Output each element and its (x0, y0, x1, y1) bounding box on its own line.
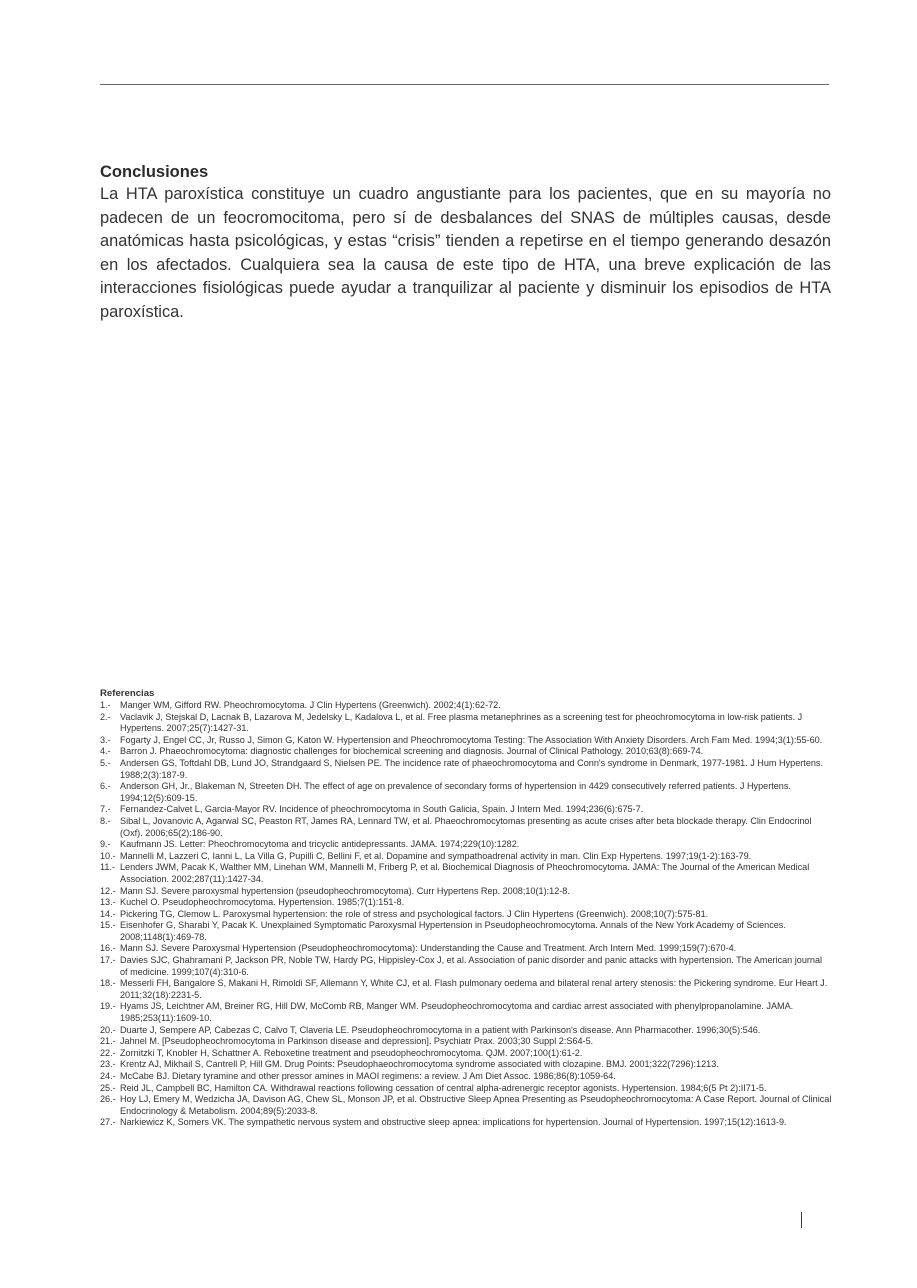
conclusions-heading: Conclusiones (100, 163, 209, 181)
reference-item (100, 735, 832, 747)
reference-item (100, 839, 832, 851)
reference-text: Fogarty J, Engel CC, Jr, Russo J, Simon G, Katon W. Hypertension and Pheochromocytoma Testing: The Association With Anxiety Disorders. Arch Fam Med. 1994;3(1):55-60. (120, 734, 823, 745)
reference-item (100, 1071, 832, 1083)
reference-item (100, 862, 832, 885)
reference-number: 26.- (100, 1094, 116, 1105)
reference-text: Manger WM, Gifford RW. Pheochromocytoma. J Clin Hypertens (Greenwich). 2002;4(1):62-72. (120, 700, 501, 710)
reference-item (100, 1059, 832, 1071)
reference-item (100, 781, 832, 804)
reference-item (100, 1094, 832, 1117)
reference-item (100, 804, 832, 816)
reference-number: 20.- (100, 1024, 116, 1035)
reference-item (100, 886, 832, 898)
reference-number: 3.- (100, 734, 111, 745)
reference-number: 13.- (100, 897, 116, 908)
reference-text: Zornitzki T, Knobler H, Schattner A. Reboxetine treatment and pseudopheochromocytoma. QJM. 2007;100(1):61-2. (120, 1047, 583, 1058)
conclusions-paragraph: La HTA paroxística constituye un cuadro angustiante para los pacientes, que en su mayoría no padecen de un feocromocitoma, pero sí de desbalances del SNAS de múltiples causas, desde anatómicas hasta psicológicas, y estas “crisis” tienden a repetirse en el tiempo generando desazón en los afectados. Cualquiera sea la causa de este tipo de HTA, una breve explicación de las interacciones fisiológicas puede ayudar a tranquilizar al paciente y disminuir los episodios de HTA paroxística. (100, 185, 831, 321)
reference-item (100, 943, 832, 955)
reference-text: Barron J. Phaeochromocytoma: diagnostic challenges for biochemical screening and diagnosis. Journal of Clinical Pathology. 2010;63(8):669-74. (120, 746, 704, 757)
reference-number: 4.- (100, 746, 111, 757)
page-number-divider (801, 1212, 802, 1228)
reference-text: Lenders JWM, Pacak K, Walther MM, Linehan WM, Mannelli M, Friberg P, et al. Biochemical Diagnosis of Pheochromocytoma. JAMA: The Journal of the American Medical Association. 2002;287(11):1427-34. (120, 862, 810, 884)
reference-number: 17.- (100, 955, 116, 966)
reference-number: 10.- (100, 850, 116, 861)
reference-number: 7.- (100, 804, 111, 815)
reference-item (100, 851, 832, 863)
reference-item (100, 712, 832, 735)
reference-item (100, 1025, 832, 1037)
reference-text: Duarte J, Sempere AP, Cabezas C, Calvo T, Claveria LE. Pseudopheochromocytoma in a patient with Parkinson's disease. Ann Pharmacother. 1996;30(5):546. (120, 1024, 761, 1035)
reference-text: Messerli FH, Bangalore S, Makani H, Rimoldi SF, Allemann Y, White CJ, et al. Flash pulmonary oedema and bilateral renal artery stenosis: the Pickering syndrome. Eur Heart J. 2011;32(18):2231-5. (120, 978, 828, 1000)
reference-number: 9.- (100, 839, 111, 850)
reference-number: 23.- (100, 1059, 116, 1070)
reference-text: Mann SJ. Severe Paroxysmal Hypertension (Pseudopheochromocytoma): Understanding the Cause and Treatment. Arch Intern Med. 1999;159(7):670-4. (120, 943, 737, 954)
references-list (100, 700, 832, 1129)
reference-item (100, 1083, 832, 1095)
reference-number: 1.- (100, 700, 111, 710)
reference-text: Andersen GS, Toftdahl DB, Lund JO, Strandgaard S, Nielsen PE. The incidence rate of phaeochromocytoma and Conn's syndrome in Denmark, 1977-1981. J Hum Hypertens. 1988;2(3):187-9. (120, 757, 824, 780)
reference-item (100, 700, 832, 712)
reference-text: Mann SJ. Severe paroxysmal hypertension (pseudopheochromocytoma). Curr Hypertens Rep. 2008;10(1):12-8. (120, 885, 570, 896)
reference-number: 12.- (100, 885, 116, 896)
reference-text: Hoy LJ, Emery M, Wedzicha JA, Davison AG, Chew SL, Monson JP, et al. Obstructive Sleep Apnea Presenting as Pseudopheochromocytoma: A Case Report. Journal of Clinical Endocrinology & Metabolism. 2004;89(5):2033-8. (120, 1094, 832, 1116)
reference-number: 11.- (100, 862, 115, 873)
reference-text: McCabe BJ. Dietary tyramine and other pressor amines in MAOI regimens: a review. J Am Diet Assoc. 1986;86(8):1059-64. (120, 1071, 616, 1081)
reference-number: 5.- (100, 757, 111, 768)
reference-text: Fernandez-Calvet L, Garcia-Mayor RV. Incidence of pheochromocytoma in South Galicia, Spain. J Intern Med. 1994;236(6):675-7. (120, 804, 644, 815)
reference-item (100, 897, 832, 909)
reference-item (100, 758, 832, 781)
reference-text: Krentz AJ, Mikhail S, Cantrell P, Hill GM. Drug Points: Pseudophaeochromocytoma syndrome associated with clozapine. BMJ. 2001;322(7296):1213. (120, 1059, 719, 1070)
reference-item (100, 978, 832, 1001)
reference-number: 24.- (100, 1071, 116, 1081)
conclusions-section (100, 161, 831, 325)
reference-number: 19.- (100, 1001, 116, 1012)
reference-item (100, 909, 832, 921)
reference-text: Davies SJC, Ghahramani P, Jackson PR, Noble TW, Hardy PG, Hippisley-Cox J, et al. Association of panic disorder and panic attacks with hypertension. The American journal of medicine. 1999;107(4):310-6. (120, 955, 823, 977)
reference-number: 27.- (100, 1117, 116, 1128)
reference-text: Kaufmann JS. Letter: Pheochromocytoma and tricyclic antidepressants. JAMA. 1974;229(10):1282. (120, 839, 520, 850)
reference-number: 22.- (100, 1047, 116, 1058)
reference-number: 15.- (100, 920, 116, 931)
reference-item (100, 1048, 832, 1060)
reference-text: Vaclavik J, Stejskal D, Lacnak B, Lazarova M, Jedelsky L, Kadalova L, et al. Free plasma metanephrines as a screening test for pheochromocytoma in low-risk patients. J Hypertens. 2007;25(7):1427-31. (120, 711, 803, 734)
reference-item (100, 920, 832, 943)
reference-item (100, 1036, 832, 1048)
reference-text: Pickering TG, Clemow L. Paroxysmal hypertension: the role of stress and psychological factors. J Clin Hypertens (Greenwich). 2008;10(7):575-81. (120, 908, 709, 919)
reference-text: Sibal L, Jovanovic A, Agarwal SC, Peaston RT, James RA, Lennard TW, et al. Phaeochromocytomas presenting as acute crises after beta blockade therapy. Clin Endocrinol (Oxf). 2006;65(2):186-90. (120, 815, 812, 838)
references-heading: Referencias (100, 688, 155, 699)
reference-number: 8.- (100, 815, 111, 826)
header-rule (100, 84, 829, 85)
reference-number: 2.- (100, 711, 111, 722)
reference-item (100, 1001, 832, 1024)
reference-item (100, 955, 832, 978)
references-section (100, 688, 832, 1129)
reference-text: Mannelli M, Lazzeri C, Ianni L, La Villa G, Pupilli C, Bellini F, et al. Dopamine and sympathoadrenal activity in man. Clin Exp Hypertens. 1997;19(1-2):163-79. (120, 850, 752, 861)
reference-number: 18.- (100, 978, 116, 989)
reference-number: 6.- (100, 781, 111, 792)
reference-item (100, 1117, 832, 1129)
reference-text: Jahnel M. [Pseudopheochromocytoma in Parkinson disease and depression]. Psychiatr Prax. 2003;30 Suppl 2:S64-5. (120, 1036, 594, 1047)
reference-text: Eisenhofer G, Sharabi Y, Pacak K. Unexplained Symptomatic Paroxysmal Hypertension in Pseudopheochromocytoma. Annals of the New York Academy of Sciences. 2008;1148(1):469-78. (120, 920, 786, 942)
reference-text: Hyams JS, Leichtner AM, Breiner RG, Hill DW, McComb RB, Manger WM. Pseudopheochromocytoma and cardiac arrest associated with phenylpropanolamine. JAMA. 1985;253(11):1609-10. (120, 1001, 794, 1024)
reference-number: 14.- (100, 908, 116, 919)
reference-item (100, 746, 832, 758)
reference-item (100, 816, 832, 839)
reference-text: Narkiewicz K, Somers VK. The sympathetic nervous system and obstructive sleep apnea: implications for hypertension. Journal of Hypertension. 1997;15(12):1613-9. (120, 1117, 787, 1128)
reference-number: 16.- (100, 943, 116, 954)
reference-number: 25.- (100, 1082, 116, 1093)
reference-text: Reid JL, Campbell BC, Hamilton CA. Withdrawal reactions following cessation of central alpha-adrenergic receptor agonists. Hypertension. 1984;6(5 Pt 2):II71-5. (120, 1082, 767, 1093)
reference-text: Anderson GH, Jr., Blakeman N, Streeten DH. The effect of age on prevalence of secondary forms of hypertension in 4429 consecutively referred patients. J Hypertens. 1994;12(5):609-15. (120, 781, 791, 803)
reference-text: Kuchel O. Pseudopheochromocytoma. Hypertension. 1985;7(1):151-8. (120, 897, 405, 908)
reference-number: 21.- (100, 1036, 116, 1047)
